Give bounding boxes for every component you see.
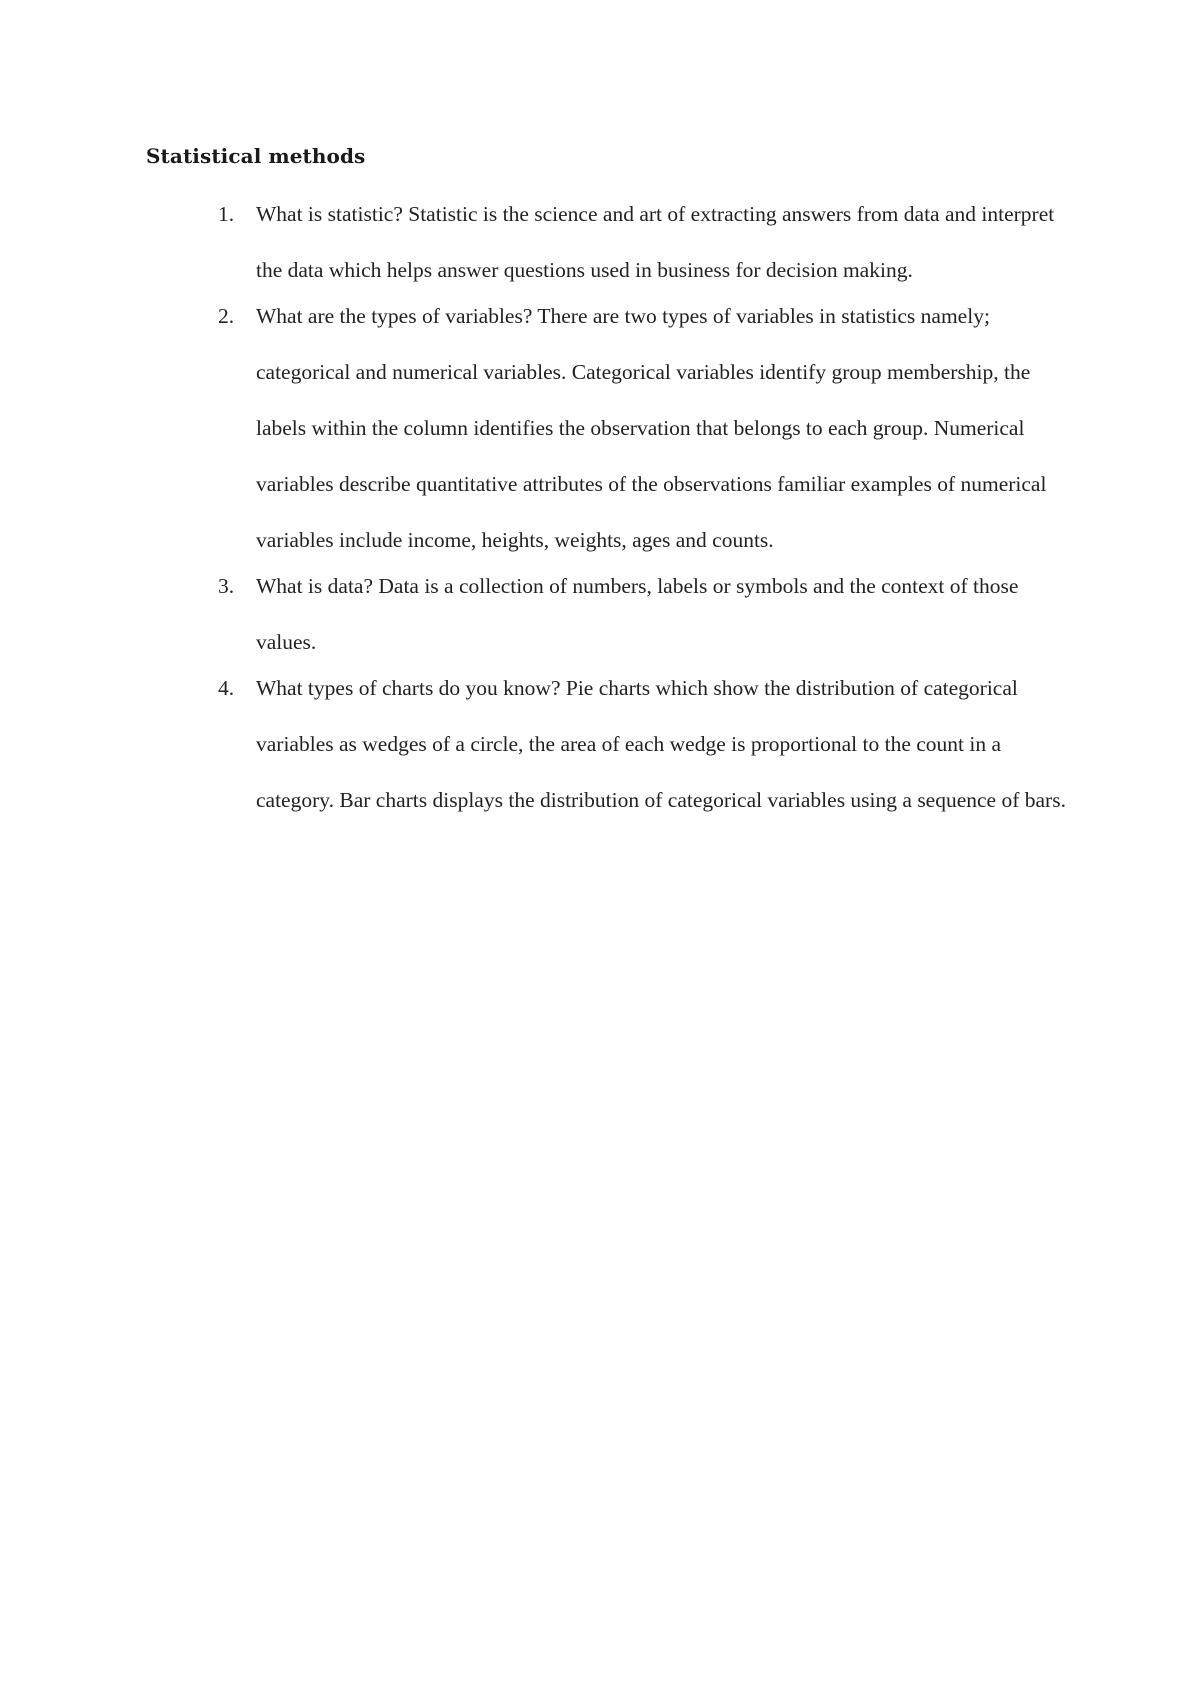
list-item: [146, 186, 1066, 298]
document-title: Statistical methods: [146, 144, 366, 168]
item-number: 4.: [218, 676, 235, 700]
list-item: [146, 288, 1066, 568]
item-text: What are the types of variables? There are two types of variables in statistics namely; categorical and numerical variables. Categorical variables identify group membership, the labels within the column identifies the observation that belongs to each group. Numerical variables describe quantitative attributes of the observations familiar examples of numerical variables include income, heights, weights, ages and counts.: [256, 304, 1047, 552]
list-item: [146, 660, 1066, 828]
question-list: [146, 196, 1066, 828]
item-text: What is data? Data is a collection of numbers, labels or symbols and the context of those values.: [256, 574, 1019, 654]
item-number: 3.: [218, 574, 235, 598]
item-number: 1.: [218, 202, 235, 226]
item-text: What is statistic? Statistic is the science and art of extracting answers from data and interpret the data which helps answer questions used in business for decision making.: [256, 202, 1055, 282]
list-item: [146, 558, 1066, 670]
item-number: 2.: [218, 304, 235, 328]
item-text: What types of charts do you know? Pie charts which show the distribution of categorical variables as wedges of a circle, the area of each wedge is proportional to the count in a category. Bar charts displays the distribution of categorical variables using a sequence of bars.: [256, 676, 1066, 812]
